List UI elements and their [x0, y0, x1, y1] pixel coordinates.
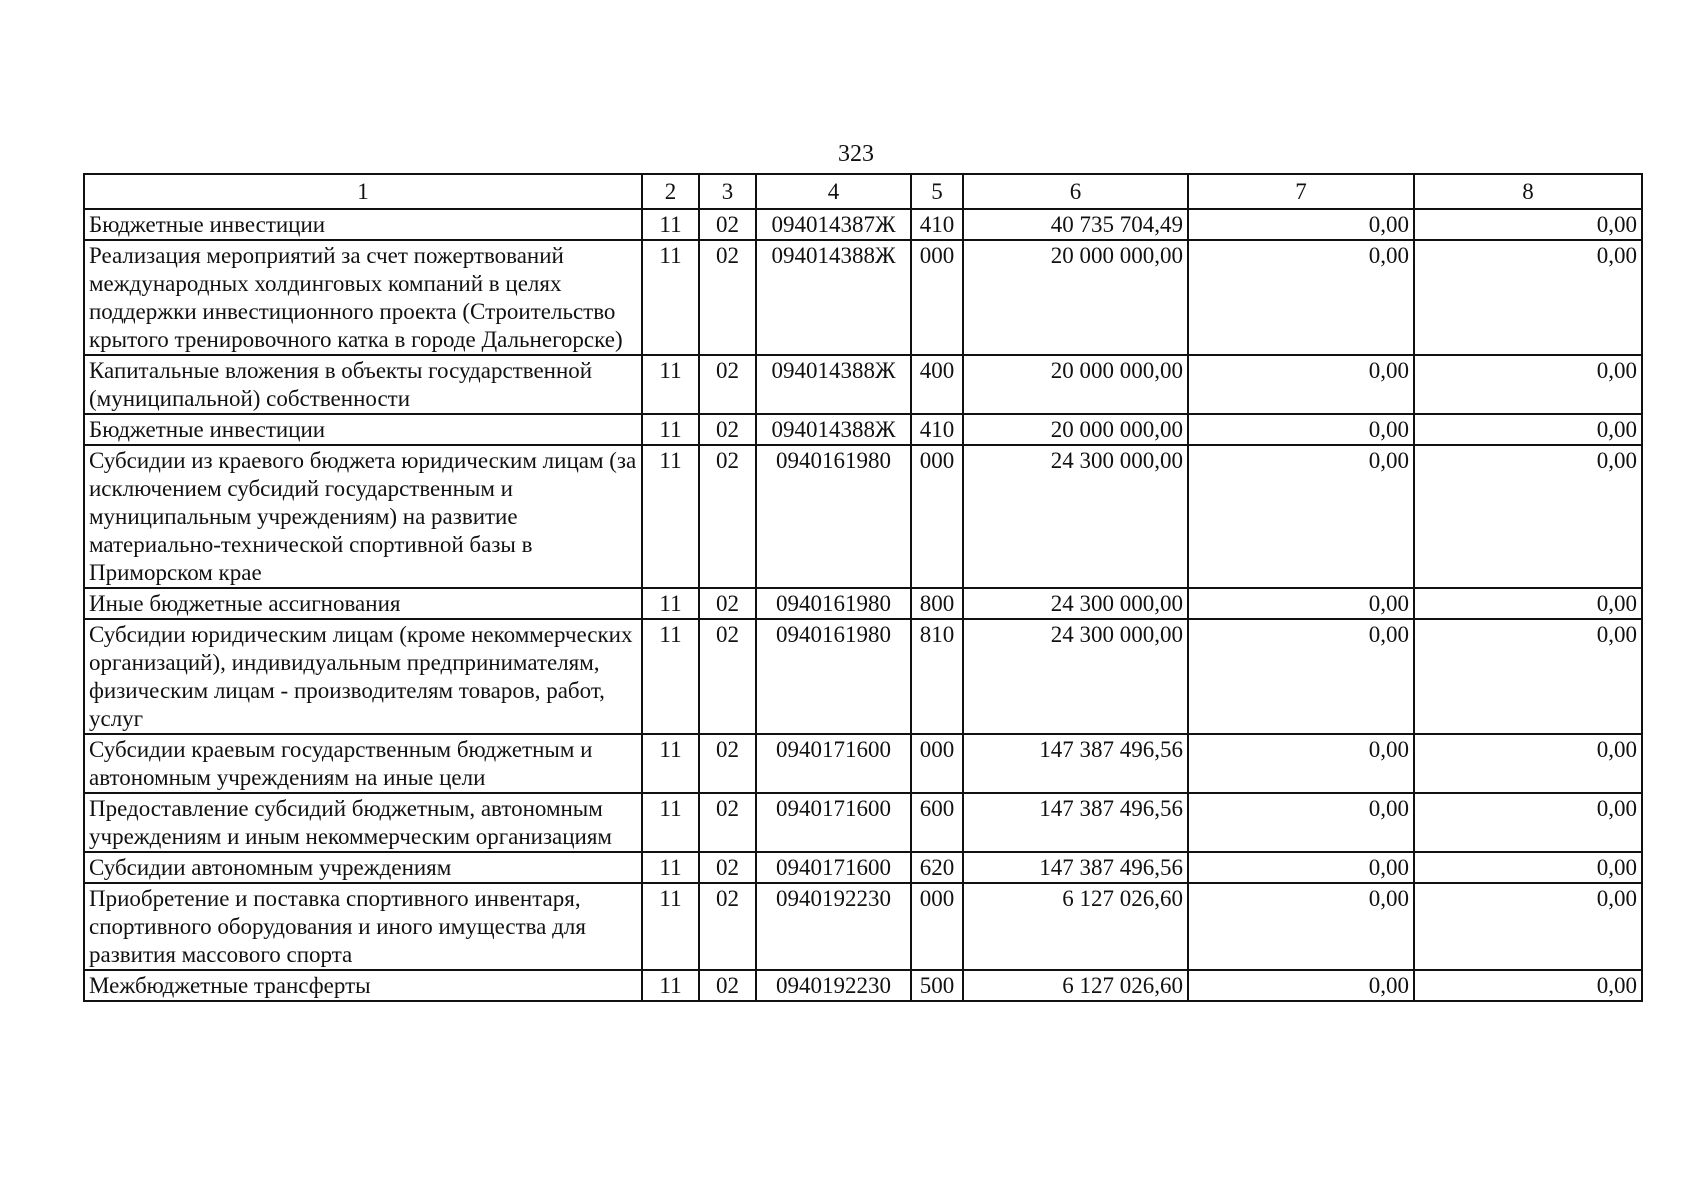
table-row — [84, 209, 1642, 240]
row-target-code: 094014388Ж — [756, 414, 911, 445]
row-section: 11 — [642, 970, 699, 1001]
column-header-7: 7 — [1188, 174, 1414, 209]
row-section: 11 — [642, 240, 699, 355]
row-target-code: 094014388Ж — [756, 355, 911, 414]
row-amount-6: 20 000 000,00 — [963, 355, 1188, 414]
row-subsection: 02 — [699, 240, 756, 355]
row-amount-6: 24 300 000,00 — [963, 588, 1188, 619]
column-header-1: 1 — [84, 174, 642, 209]
row-amount-8: 0,00 — [1414, 209, 1642, 240]
row-amount-8: 0,00 — [1414, 445, 1642, 588]
row-name: Субсидии автономным учреждениям — [84, 852, 642, 883]
row-amount-8: 0,00 — [1414, 970, 1642, 1001]
row-amount-7: 0,00 — [1188, 240, 1414, 355]
row-expense-type: 000 — [911, 883, 963, 970]
row-subsection: 02 — [699, 414, 756, 445]
row-expense-type: 800 — [911, 588, 963, 619]
row-target-code: 0940161980 — [756, 619, 911, 734]
row-target-code: 094014388Ж — [756, 240, 911, 355]
row-section: 11 — [642, 619, 699, 734]
row-target-code: 094014387Ж — [756, 209, 911, 240]
row-amount-8: 0,00 — [1414, 588, 1642, 619]
row-amount-6: 147 387 496,56 — [963, 793, 1188, 852]
row-amount-7: 0,00 — [1188, 734, 1414, 793]
row-subsection: 02 — [699, 355, 756, 414]
row-target-code: 0940171600 — [756, 793, 911, 852]
table-row — [84, 355, 1642, 414]
row-target-code: 0940171600 — [756, 852, 911, 883]
row-subsection: 02 — [699, 619, 756, 734]
row-section: 11 — [642, 445, 699, 588]
column-header-3: 3 — [699, 174, 756, 209]
table-row — [84, 445, 1642, 588]
row-amount-7: 0,00 — [1188, 793, 1414, 852]
row-amount-7: 0,00 — [1188, 619, 1414, 734]
row-amount-7: 0,00 — [1188, 970, 1414, 1001]
row-expense-type: 500 — [911, 970, 963, 1001]
row-amount-8: 0,00 — [1414, 619, 1642, 734]
row-amount-7: 0,00 — [1188, 445, 1414, 588]
row-subsection: 02 — [699, 883, 756, 970]
row-subsection: 02 — [699, 793, 756, 852]
column-header-4: 4 — [756, 174, 911, 209]
row-name: Приобретение и поставка спортивного инвентаря, спортивного оборудования и иного имущества для развития массового спорта — [84, 883, 642, 970]
row-name: Бюджетные инвестиции — [84, 209, 642, 240]
row-amount-8: 0,00 — [1414, 355, 1642, 414]
table-row — [84, 414, 1642, 445]
row-amount-8: 0,00 — [1414, 793, 1642, 852]
row-subsection: 02 — [699, 588, 756, 619]
row-amount-7: 0,00 — [1188, 883, 1414, 970]
table-row — [84, 619, 1642, 734]
row-amount-6: 24 300 000,00 — [963, 445, 1188, 588]
column-header-5: 5 — [911, 174, 963, 209]
row-name: Межбюджетные трансферты — [84, 970, 642, 1001]
row-subsection: 02 — [699, 734, 756, 793]
row-expense-type: 000 — [911, 445, 963, 588]
column-header-6: 6 — [963, 174, 1188, 209]
row-amount-6: 20 000 000,00 — [963, 240, 1188, 355]
row-subsection: 02 — [699, 970, 756, 1001]
row-expense-type: 810 — [911, 619, 963, 734]
table-row — [84, 734, 1642, 793]
row-target-code: 0940192230 — [756, 883, 911, 970]
row-target-code: 0940161980 — [756, 445, 911, 588]
row-section: 11 — [642, 852, 699, 883]
row-amount-7: 0,00 — [1188, 588, 1414, 619]
row-name: Субсидии юридическим лицам (кроме некоммерческих организаций), индивидуальным предпринимателям, физическим лицам - производителям товаров, работ, услуг — [84, 619, 642, 734]
row-name: Капитальные вложения в объекты государственной (муниципальной) собственности — [84, 355, 642, 414]
column-header-8: 8 — [1414, 174, 1642, 209]
row-amount-7: 0,00 — [1188, 852, 1414, 883]
row-amount-7: 0,00 — [1188, 414, 1414, 445]
row-target-code: 0940192230 — [756, 970, 911, 1001]
row-name: Иные бюджетные ассигнования — [84, 588, 642, 619]
row-name: Субсидии из краевого бюджета юридическим лицам (за исключением субсидий государственным и муниципальным учреждениям) на развитие материально-технической спортивной базы в Приморском крае — [84, 445, 642, 588]
table-row — [84, 970, 1642, 1001]
row-expense-type: 000 — [911, 240, 963, 355]
row-amount-8: 0,00 — [1414, 240, 1642, 355]
row-amount-6: 147 387 496,56 — [963, 734, 1188, 793]
row-amount-7: 0,00 — [1188, 209, 1414, 240]
row-expense-type: 620 — [911, 852, 963, 883]
row-amount-6: 147 387 496,56 — [963, 852, 1188, 883]
row-amount-6: 6 127 026,60 — [963, 883, 1188, 970]
row-amount-6: 6 127 026,60 — [963, 970, 1188, 1001]
row-subsection: 02 — [699, 445, 756, 588]
row-amount-8: 0,00 — [1414, 414, 1642, 445]
table-row — [84, 588, 1642, 619]
row-expense-type: 410 — [911, 414, 963, 445]
row-amount-8: 0,00 — [1414, 852, 1642, 883]
table-row — [84, 883, 1642, 970]
row-name: Предоставление субсидий бюджетным, автономным учреждениям и иным некоммерческим организациям — [84, 793, 642, 852]
row-target-code: 0940171600 — [756, 734, 911, 793]
row-section: 11 — [642, 793, 699, 852]
row-name: Бюджетные инвестиции — [84, 414, 642, 445]
row-section: 11 — [642, 414, 699, 445]
row-target-code: 0940161980 — [756, 588, 911, 619]
row-name: Субсидии краевым государственным бюджетным и автономным учреждениям на иные цели — [84, 734, 642, 793]
row-amount-6: 20 000 000,00 — [963, 414, 1188, 445]
page-number: 323 — [838, 141, 874, 167]
header-row — [84, 174, 1642, 209]
row-section: 11 — [642, 734, 699, 793]
budget-table — [83, 173, 1643, 1002]
row-section: 11 — [642, 588, 699, 619]
table-row — [84, 240, 1642, 355]
table-row — [84, 852, 1642, 883]
row-name: Реализация мероприятий за счет пожертвований международных холдинговых компаний в целях поддержки инвестиционного проекта (Строительство крытого тренировочного катка в городе Дальнегорске) — [84, 240, 642, 355]
row-section: 11 — [642, 355, 699, 414]
row-expense-type: 600 — [911, 793, 963, 852]
row-amount-7: 0,00 — [1188, 355, 1414, 414]
row-expense-type: 410 — [911, 209, 963, 240]
table-row — [84, 793, 1642, 852]
row-amount-8: 0,00 — [1414, 734, 1642, 793]
row-expense-type: 000 — [911, 734, 963, 793]
row-section: 11 — [642, 209, 699, 240]
row-expense-type: 400 — [911, 355, 963, 414]
row-subsection: 02 — [699, 209, 756, 240]
row-amount-8: 0,00 — [1414, 883, 1642, 970]
row-section: 11 — [642, 883, 699, 970]
row-amount-6: 40 735 704,49 — [963, 209, 1188, 240]
row-amount-6: 24 300 000,00 — [963, 619, 1188, 734]
column-header-2: 2 — [642, 174, 699, 209]
row-subsection: 02 — [699, 852, 756, 883]
